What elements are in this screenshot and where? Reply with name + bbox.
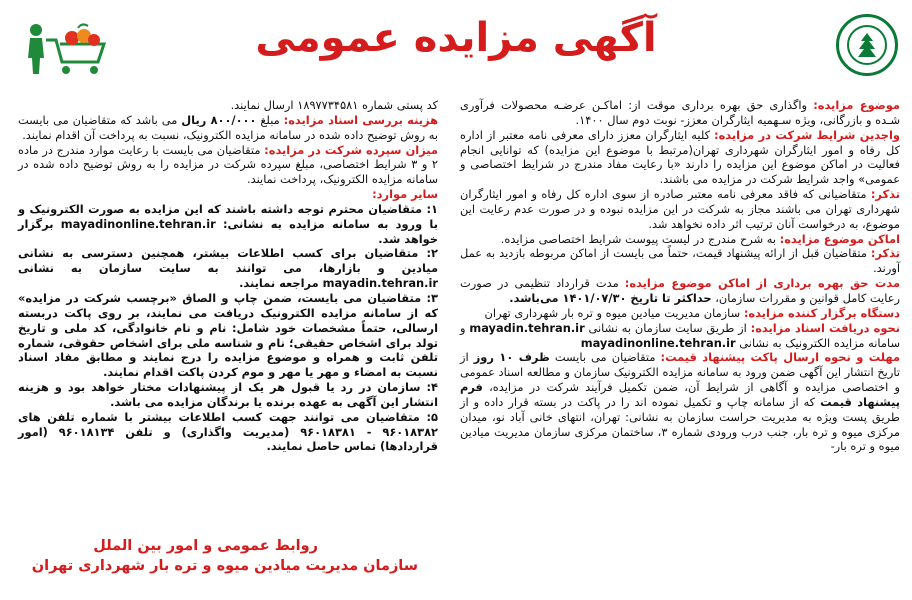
other-item-1: ۱: متقاضیان محترم توجه داشته باشند که این مزایده به صورت الکترونیک و با ورود به سامانه مزایده به نشانی: mayadinonline.tehran.ir برگزار خواهد شد. (18, 201, 438, 246)
organizer-text: سازمان مدیریت میادین میوه و تره بار شهرداری تهران (484, 305, 744, 320)
note2-text: متقاضیان قبل از ارائه پیشنهاد قیمت، حتماً می بایست از اماکن مربوطه بازدید به عمل آورند. (460, 246, 900, 276)
shopping-cart-icon (20, 18, 110, 78)
docs-label: نحوه دریافت اسناد مزایده: (750, 320, 900, 335)
fee-text-1: مبلغ (256, 112, 284, 127)
deadline-label: مهلت و نحوه ارسال پاکت پیشنهاد قیمت: (660, 350, 900, 365)
note1-text: متقاضیانی که فاقد معرفی نامه معتبر صادره از سوی اداره کل رفاه و امور ایثارگران شهرداری تهران می باشند مجاز به شرکت در این مزایده نبوده و در صورت عدم رعایت این موضوع، به درخواست آنان ترتیب اثر داده نخواهد شد. (460, 187, 900, 231)
other-item-4: ۴: سازمان در رد یا قبول هر یک از پیشنهادات مختار خواهد بود و هزینه انتشار این آگهی به عهده برنده یا برندگان مزایده می باشد. (18, 380, 438, 409)
deadline-days: ظرف ۱۰ روز (473, 350, 550, 365)
organizer-label: دستگاه برگزار کننده مزایده: (743, 305, 900, 320)
note2-paragraph (460, 246, 900, 276)
deposit-text: متقاضیان می بایست با رعایت موارد مندرج در ماده ۲ و ۳ شرایط اختصاصی، مبلغ سپرده شرکت در مزایده را به روش توضیح داده شده در سامانه مزایده الکترونیک، پرداخت نمایند. (18, 142, 438, 187)
other-label: سایر موارد: (372, 187, 438, 202)
fee-label: هزینه بررسی اسناد مزایده: (283, 112, 438, 127)
docs-site-link[interactable]: mayadin.tehran.ir (469, 320, 585, 335)
header (0, 0, 912, 84)
duration-paragraph (460, 276, 900, 306)
subject-text: واگذاری حق بهره برداری موقت از: اماکـن عرضـه محصولات فرآوری شـده و بازرگانی، ویژه سـهمیه ایثارگران معزز- نوبت دوم سال ۱۴۰۰. (460, 98, 900, 127)
tehran-municipality-logo (836, 14, 898, 76)
other-label-paragraph (18, 187, 438, 202)
postal-paragraph: کد پستی شماره ۱۸۹۷۷۳۴۵۸۱ ارسال نمایند. (230, 98, 438, 112)
duration-text: مدت قرارداد تنظیمی در صورت رعایت کامل قوانین و مقررات سازمان، (460, 276, 900, 305)
duration-label: مدت حق بهره برداری از اماکن موضوع مزایده: (624, 276, 900, 291)
deadline-text-1: متقاضیان می بایست (549, 350, 661, 365)
conditions-label: واجدین شرایط شرکت در مزایده: (714, 127, 900, 142)
deadline-form: فرم پیشنهاد قیمت (460, 380, 900, 409)
other-item-3: ۳: متقاضیان می بایست، ضمن چاپ و الصاق «برچسب شرکت در مزایده» که از سامانه مزایده الکترونیک دریافت می نمایند، بر روی پاکت دربسته ارسالی، حتماً مشخصات خود شامل: نام و نام خانوادگی، کد ملی و تاریخ تولد برای اشخاص حقیقی؛ نام و شناسه ملی برای اشخاص حقوقی، شماره تلفن ثابت و همراه و موضوع مزایده را درج نمایند و مطابق مفاد اسناد نسبت به امضاء و مهر یا مهر و موم کردن پاکت اقدام نمایند. (18, 290, 438, 380)
footer-signature (18, 536, 438, 576)
conditions-paragraph (460, 128, 900, 187)
left-column (18, 98, 438, 454)
note1-paragraph (460, 187, 900, 232)
duration-deadline: حداکثر تا تاریخ ۱۴۰۱/۰۷/۳۰ می‌باشد. (509, 290, 712, 305)
other-item-5: ۵: متقاضیان می توانند جهت کسب اطلاعات بیشتر با شماره تلفن های ۹۶۰۱۸۳۸۲ - ۹۶۰۱۸۳۸۱ (مدیریت واگذاری) و تلفن ۹۶۰۱۸۱۳۴ (امور قراردادها) تماس حاصل نمایند. (18, 409, 438, 454)
docs-online-link[interactable]: mayadinonline.tehran.ir (580, 335, 736, 350)
fee-amount: ۸۰۰/۰۰۰ ریال (181, 112, 257, 127)
places-label: اماکن موضوع مزایده: (779, 231, 900, 246)
docs-text-1: از طریق سایت سازمان به نشانی (584, 320, 751, 335)
deadline-text-2: از تاریخ انتشار این آگهی ضمن ورود به سامانه مزایده الکترونیک سازمان و مطالعه اسناد عمومی و اختصاصی مزایده و آگاهی از شرایط آن، ضمن تکمیل فرآیند شرکت در مزایده، (460, 350, 900, 395)
fee-text-2: می باشد که متقاضیان می بایست به روش توضیح داده شده در سامانه مزایده الکترونیک، نسبت به پرداخت آن اقدام نمایند. (18, 112, 438, 142)
deadline-text-3: که از سامانه چاپ و تکمیل نموده اند را در پاکت در بسته قرار داده و از طریق پست ویژه به مدیریت حراست سازمان به نشانی: تهران، انتهای خانی آباد نو، میدان مرکزی میوه و تره بار، جنب درب ورودی شماره ۳، ساختمان مرکزی سازمان مدیریت میادین میوه و تره بار- (460, 394, 900, 454)
places-paragraph (460, 232, 900, 247)
right-column (460, 98, 900, 454)
footer-line-2: سازمان مدیریت میادین میوه و تره بار شهرداری تهران (31, 558, 418, 574)
docs-text-2: و سامانه مزایده الکترونیک به نشانی (460, 320, 900, 350)
note2-label: تذکر: (870, 246, 900, 261)
footer-line-1: روابط عمومی و امور بین الملل (93, 538, 318, 554)
logo-emblem (847, 25, 887, 65)
page-title: آگهی مزایده عمومی (255, 15, 657, 61)
deposit-paragraph (18, 143, 438, 188)
subject-label: موضوع مزایده: (813, 98, 900, 112)
other-item-2: ۲: متقاضیان برای کسب اطلاعات بیشتر، همچنین دسترسی به نشانی میادین و بازارها، می توانند به سایت سازمان به نشانی mayadin.tehran.ir مراجعه نمایند. (18, 246, 438, 291)
deadline-paragraph (460, 350, 900, 454)
fee-paragraph (18, 113, 438, 143)
deposit-label: میزان سپرده شرکت در مزایده: (264, 142, 438, 157)
places-text: به شرح مندرج در لیست پیوست شرایط اختصاصی مزایده. (500, 231, 780, 246)
organizer-paragraph (460, 306, 900, 321)
docs-paragraph (460, 321, 900, 351)
subject-paragraph (460, 98, 900, 128)
note1-label: تذکر: (870, 187, 900, 202)
conditions-text: کلیه ایثارگران معزز دارای معرفی نامه معتبر از اداره کل رفاه و امور ایثارگران شهرداری تهران(مرتبط با موضوع این مزایده) که توانایی انجام فعالیت در اماکن موضوع این مزایده را دارند «با رعایت مفاد مندرج در شرایط اختصاصی و عمومی» واجد شرایط شرکت در مزایده می باشند. (460, 127, 900, 187)
